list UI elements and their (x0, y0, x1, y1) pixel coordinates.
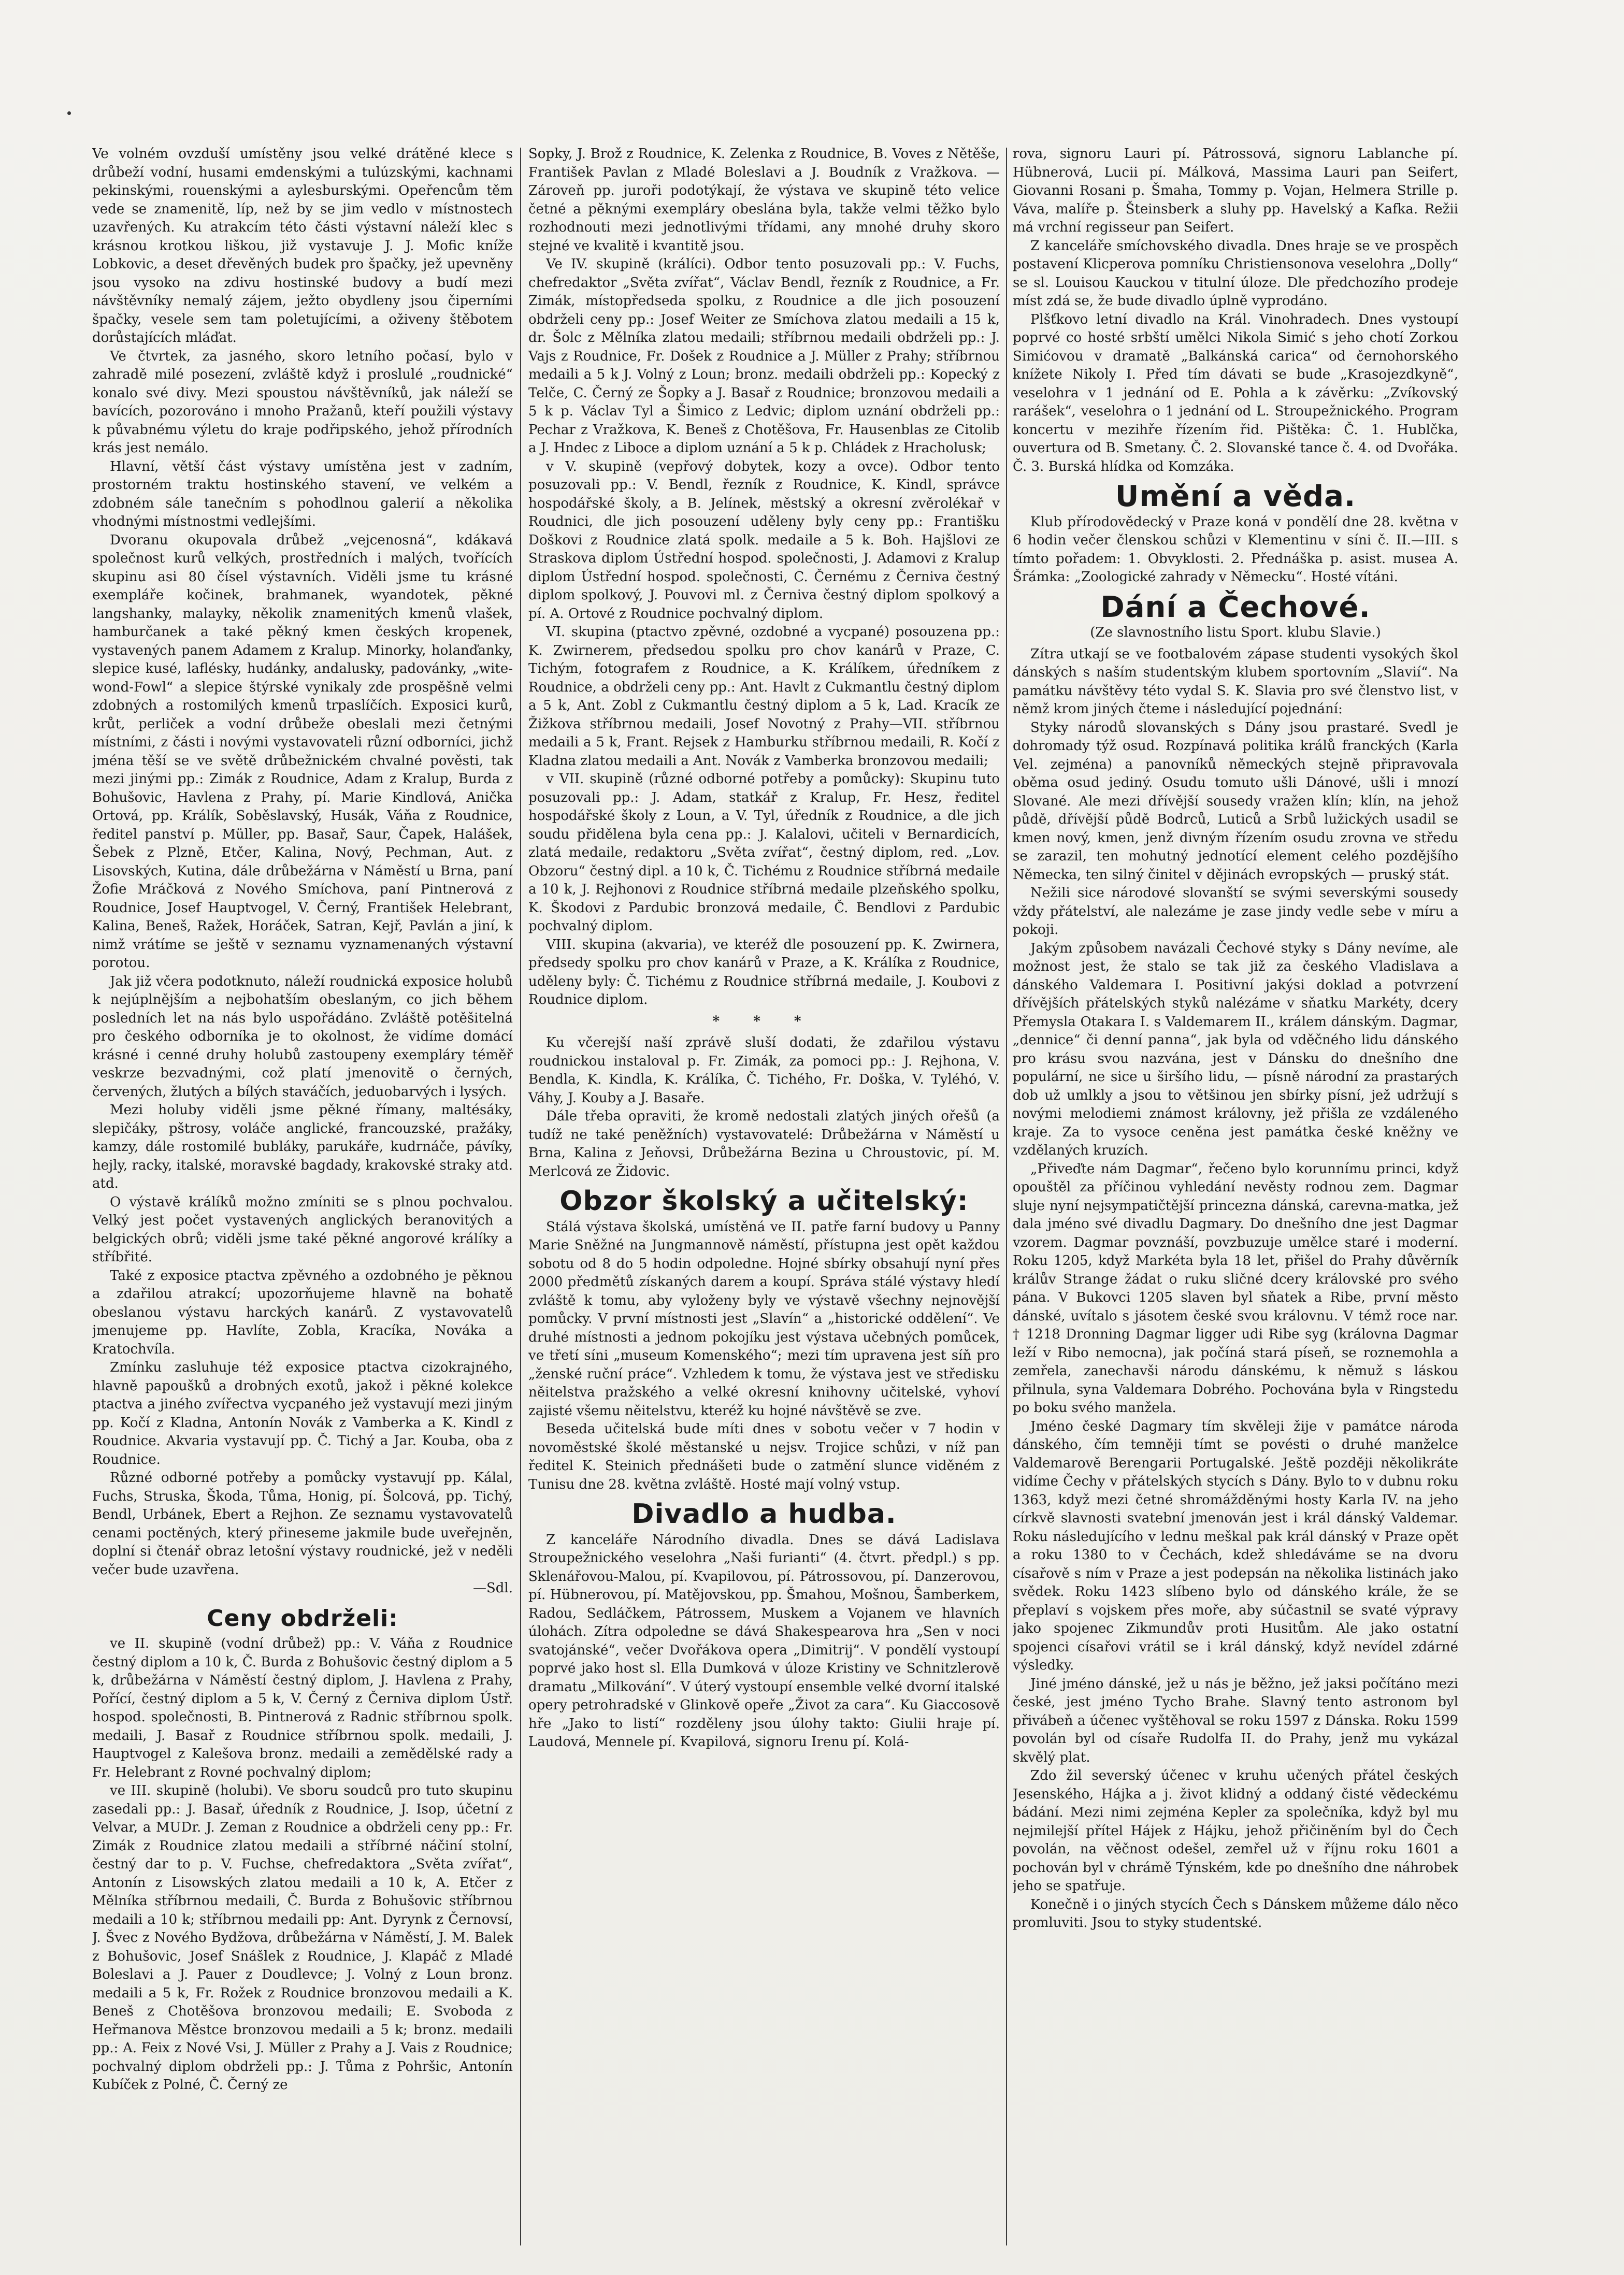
article-paragraph: Také z exposice ptactva zpěvného a ozdobného je pěknou a zdařilou atrakcí; upozorňujeme hlavně na bohatě obeslanou výstavu harckých kanárů. Z vystavovatelů jmenujeme pp. Havlíte, Zobla, Kracíka, Nováka a Kratochvíla. (92, 1268, 513, 1357)
article-paragraph: Z kanceláře smíchovského divadla. Dnes hraje se ve prospěch postavení Klicperova pomníku Christiensonova veselohra „Dolly“ se sl. Louisou Kauckou v titulní úloze. Dle předchozího prodeje míst zdá se, že bude divadlo úplně vyprodáno. (1013, 238, 1458, 309)
article-paragraph: Plšťkovo letní divadlo na Král. Vinohradech. Dnes vystoupí poprvé co hosté srbští umělci Nikola Simić s jeho chotí Zorkou Simićovou v dramatě „Balkánská carica“ od černohorského knížete Nikoly I. Před tím dávati se bude „Krasojezdkyně“, veselohra v 1 jednání od E. Pohla a k závěrku: „Zvíkovský rarášek“, veselohra o 1 jednání od L. Stroupežnického. Program koncertu v mezihře řízením řid. Pištěka: Č. 1. Hublčka, ouvertura od B. Smetany. Č. 2. Slovanské tance č. 4. od Dvořáka. Č. 3. Burská hlídka od Komzáka. (1013, 311, 1458, 474)
article-paragraph: Konečně i o jiných stycích Čech s Dánskem můžeme dálo něco promluviti. Jsou to styky studentské. (1013, 1896, 1458, 1931)
article-signature: —Sdl. (472, 1580, 513, 1596)
article-paragraph: Ve čtvrtek, za jasného, skoro letního počasí, bylo v zahradě milé posezení, zvláště když i proslulé „roudnické“ konalo své divy. Mezi spoustou návštěvníků, jak náleží se bavících, pozorováno i mnoho Pražanů, kteří použili výstavy k půvabnému výletu do kraje podřipského, jehož přírodních krás jest nemálo. (92, 348, 513, 456)
article-paragraph: Nežili sice národové slovanští se svými severskými sousedy vždy přátelství, ale nalezáme je zase jindy vedle sebe v míru a pokoji. (1013, 885, 1458, 938)
article-paragraph: VI. skupina (ptactvo zpěvné, ozdobné a vycpané) posouzena pp.: K. Zwirnerem, předsedou spolku pro chov kanárů v Praze, C. Tichým, fotografem z Roudnice, a K. Králíkem, úředníkem z Roudnice, a obdrželi ceny pp.: Ant. Havlt z Cukmantlu čestný diplom a 5 k, Ant. Zobl z Cukmantlu čestný diplom a 5 k, Lad. Kracík ze Žižkova stříbrnou medaili, Josef Novotný z Prahy—VII. stříbrnou medaili a 5 k, Frant. Rejsek z Hamburku stříbrnou medaili, R. Kočí z Kladna zlatou medaili a Ant. Novák z Vamberka bronzovou medaili; (528, 624, 1000, 769)
article-paragraph: Stálá výstava školská, umístěná ve II. patře farní budovy u Panny Marie Sněžné na Jungmannově náměstí, přístupna jest opět každou sobotu od 8 do 5 hodin odpoledne. Hojné sbírky obsahují nyní přes 2000 předmětů získaných darem a koupí. Správa stálé výstavy hledí zvláště k tomu, aby vyloženy byly ve výstavě všechny nejnovější pomůcky. V první místnosti jest „Slavín“ a „historické oddělení“. Ve druhé místnosti a jednom pokojíku jest výstava učebných pomůcek, ve třetí síni „museum Komenského“; mezi tím upravena jest síň pro „ženské ruční práce“. Vzhledem k tomu, že výstava jest ve středisku něitelstva pražského a velké okresní knihovny učitelské, vyhoví zajisté všemu něitelstvu, kteréž ku hojné návštěvě se zve. (528, 1219, 1000, 1419)
article-paragraph: Dvoranu okupovala drůbež „vejcenosná“, kdákavá společnost kurů velkých, prostředních i malých, tvořících skupinu asi 80 čísel výstavních. Viděli jsme tu krásné exempláře kočinek, brahmanek, wyandotek, pěkné langshanky, malayky, několik znamenitých kmenů vlašek, hamburčanek a také pěkný kmen českých kropenek, vystavených panem Adamem z Kralup. Minorky, holanďanky, slepice kusé, laflésky, hudánky, andalusky, padovánky, „wite-wond-Fowl“ a slepice štýrské vynikaly zde prospěšně velmi zdobných a rostomilých kmenů trpaslíčích. Exposici kurů, krůt, perliček a vodní drůbeže obeslali mezi četnými místními, z části i novými vystavovateli různí odborníci, jichž jména těší se ve světě drůbežnickém chvalné pověsti, tak mezi jinými pp.: Zimák z Roudnice, Adam z Kralup, Burda z Bohušovic, Havlena z Prahy, pí. Marie Kindlová, Anička Ortová, pp. Králík, Soběslavský, Husák, Váňa z Roudnice, ředitel panství p. Müller, pp. Basař, Saur, Čapek, Halášek, Šebek z Plzně, Etčer, Kalina, Nový, Pechman, Aut. z Lisovských, Kutina, dále drůbežárna v Náměstí u Brna, paní Žofie Mráčková z Nového Smíchova, paní Pintnerová z Roudnice, Josef Hauptvogel, V. Černý, František Helebrant, Kalina, Beneš, Ražek, Horáček, Satran, Kejř, Pavlán a jiní, k nimž vrátíme se ještě v seznamu vyznamenaných výstavní porotou. (92, 532, 513, 971)
article-paragraph: Zdo žil severský účenec v kruhu učených přátel českých Jesenského, Hájka a j. život klidný a oddaný čisté vědeckému bádání. Mezi nimi zejména Kepler za společníka, když byl mu nejmilejší přítel Hájek z Hájku, jehož přičiněním byl do Čech povolán, na věčnost odešel, zemřel už v říjnu roku 1601 a pochován byl v chrámě Týnském, kde po dnešního dne náhrobek jeho se spatřuje. (1013, 1768, 1458, 1894)
column-divider (520, 148, 521, 2245)
article-paragraph: rova, signoru Lauri pí. Pátrossová, signoru Lablanche pí. Hübnerová, Lucii pí. Málková, Massima Lauri pan Seifert, Giovanni Rosani p. Šmaha, Tommy p. Vojan, Helmera Strille p. Váva, malíře p. Šteinsberk a sluhy pp. Havelský a Kafka. Režii má vrchní regisseur pan Seifert. (1013, 146, 1458, 235)
article-paragraph: ve II. skupině (vodní drůbež) pp.: V. Váňa z Roudnice čestný diplom a 10 k, Č. Burda z Bohušovic čestný diplom a 5 k, drůbežárna v Náměstí čestný diplom, J. Havlena z Prahy, Pořící, čestný diplom a 5 k, V. Černý z Černiva diplom Ústř. hospod. společnosti, B. Pintnerová z Radnic stříbrnou spolk. medaili, J. Basař z Roudnice stříbrnou spolk. medaili, J. Hauptvogel z Kalešova bronz. medaili a zemědělské rady a Fr. Helebrant z Rovné pochvalný diplom; (92, 1636, 513, 1780)
article-paragraph: v VII. skupině (různé odborné potřeby a pomůcky): Skupinu tuto posuzovali pp.: J. Adam, statkář z Kralup, Fr. Hesz, ředitel hospodářské školy z Loun, a V. Tyl, úředník z Roudnice, a dle jich soudu přidělena byla cena pp.: J. Kalalovi, učiteli v Bernardicích, zlatá medaile, redaktoru „Světa zvířat“, čestný diplom, red. „Lov. Obzoru“ čestný dipl. a 10 k, Č. Tichému z Roudnice stříbrná medaile a 10 k, J. Rejhonovi z Roudnice stříbrná medaile plzeňského spolku, K. Škodovi z Pardubic bronzová medaile, Č. Bendlovi z Pardubic pochvalný diplom. (528, 771, 1000, 934)
article-paragraph: Mezi holuby viděli jsme pěkné římany, maltésáky, slepičáky, pštrosy, voláče anglické, francouzské, pražáky, kamzy, dále rostomilé bubláky, parukáře, kudrnáče, pávíky, hejly, racky, italské, moravské bagdady, krakovské straky atd. atd. (92, 1102, 513, 1191)
article-paragraph: v V. skupině (vepřový dobytek, kozy a ovce). Odbor tento posuzovali pp.: V. Bendl, řezník z Roudnice, K. Kindl, správce hospodářské školy, a B. Jelínek, městský a okresní zvěrolékař v Roudnici, dle jich posouzení uděleny byly ceny pp.: Františku Doškovi z Roudnice zlatá spolk. medaile a 5 k. Boh. Hajšlovi ze Straskova diplom Ústřední hospod. společnosti, J. Adamovi z Kralup diplom Ústřední hospod. společnosti, C. Černému z Černiva čestný diplom spolkový, J. Pouvovi ml. z Černiva čestný diplom spolkový a pí. A. Ortové z Roudnice pochvalný diplom. (528, 458, 1000, 622)
article-paragraph: Ve IV. skupině (králíci). Odbor tento posuzovali pp.: V. Fuchs, chefredaktor „Světa zvířat“, Václav Bendl, řezník z Roudnice, a Fr. Zimák, místopředseda spolku, z Roudnice a dle jich posouzení obdrželi ceny pp.: Josef Weiter ze Smíchova zlatou medaili a 15 k, dr. Šolc z Mělníka zlatou medaili; stříbrnou medaili obdrželi pp.: J. Vajs z Roudnice, Fr. Došek z Roudnice a J. Müller z Prahy; stříbrnou medaili a 5 k J. Volný z Loun; bronz. medaili obdrželi pp.: Kopecký z Telče, C. Černý ze Šopky a J. Basař z Roudnice; bronzovou medaili a 5 k p. Václav Tyl a Šimico z Ledvic; diplom uznání obdrželi pp.: Pechar z Vražkova, K. Beneš z Chotěšova, Fr. Hausenblas ze Citolib a J. Hndec z Liboce a diplom uznání a 5 k p. Chládek z Hracholusk; (528, 256, 1000, 456)
article-paragraph: Styky národů slovanských s Dány jsou prastaré. Svedl je dohromady týž osud. Rozpínavá politika králů franckých (Karla Vel. zejména) a panovníků německých stejně připravovala oběma osud jediný. Osudu tomuto ušli Dánové, ušli i mnozí Slované. Ale mezi dřívější sousedy vražen klín; klín, na jehož půdě, dřívější půdě Bodrců, Luticů a Srbů lužických usadil se kmen nový, kmen, jenž divným řízením osudu zrovna ve středu se zarazil, ten mohutný jednotící element celého pozdějšího Německa, ten silný činitel v dějinách evropských — pruský stát. (1013, 719, 1458, 883)
article-paragraph: Zmínku zasluhuje též exposice ptactva cizokrajného, hlavně papoušků a drobných exotů, jakož i pěkné kolekce ptactva a jiného zvířectva vycpaného jež vystavují mezi jiným pp. Kočí z Kladna, Antonín Novák z Vamberka a K. Kindl z Roudnice. Akvaria vystavují pp. Č. Tichý a Jar. Kouba, oba z Roudnice. (92, 1360, 513, 1467)
column-right (1013, 145, 1458, 2248)
article-paragraph: Sopky, J. Brož z Roudnice, K. Zelenka z Roudnice, B. Voves z Nětěše, František Pavlan z Mladé Boleslavi a J. Boudník z Vražkova. — Zároveň pp. juroři podotýkají, že výstava ve skupině této velice četné a pěknými exempláry obeslána byla, takže velmi těžko bylo rozhodnouti mezi jednotlivými třídami, any mnohé druhy skoro stejné ve kvalitě i kvantitě jsou. (528, 146, 1000, 254)
section-heading-umeni: Umění a věda. (1115, 480, 1356, 513)
article-paragraph: O výstavě králíků možno zmíniti se s plnou pochvalou. Velký jest počet vystavených anglických beranovitých a belgických obrů; viděli jsme také pěkné angorové králíky a stříbřité. (92, 1194, 513, 1265)
column-left (92, 145, 513, 2248)
article-paragraph: Z kanceláře Národního divadla. Dnes se dává Ladislava Stroupežnického veselohra „Naši furianti“ (4. čtvrt. předpl.) s pp. Sklenářovou-Malou, pí. Kvapilovou, pí. Pátrossovou, pí. Danzerovou, pí. Hübnerovou, pí. Matějovskou, pp. Šmahou, Mošnou, Šamberkem, Radou, Sedláčkem, Pátrossem, Muskem a Vojanem ve hlavních úlohách. Zítra odpoledne se dává Shakespearova hra „Sen v noci svatojánské“, večer Dvořákova opera „Dimitrij“. V pondělí vystoupí poprvé jako host sl. Ella Dumková v úloze Kristiny ve Schnitzlerově dramatu „Milkování“. V úterý vystoupí ensemble velké dvorní italské opery petrohradské v Glinkově opeře „Život za cara“. Ku Giaccosově hře „Jako to listí“ rozděleny jsou úlohy takto: Giulii hraje pí. Laudová, Mennele pí. Kvapilová, signoru Irenu pí. Kolá- (528, 1532, 1000, 1750)
section-heading-dani: Dání a Čechové. (1100, 590, 1371, 624)
article-paragraph: Jiné jméno dánské, jež u nás je běžno, jež jaksi počítáno mezi české, jest jméno Tycho Brahe. Slavný tento astronom byl přivábeň a účenec vyštěhoval se roku 1597 z Dánska. Roku 1599 povolán byl od císaře Rudolfa II. do Prahy, jenž mu vykázal skvělý plat. (1013, 1676, 1458, 1765)
article-paragraph: Jméno české Dagmary tím skvěleji žije v památce národa dánského, čím temněji tímt se povésti o druhé manželce Valdemarově Berengarii Portugalské. Ještě později několikráte vidíme Čechy v přátelských stycích s Dány. Bylo to v dubnu roku 1363, když mezi četné shromážděnými hosty Karla IV. na jeho církvě slavnosti svatební jmenován jest i král dánský Valdemar. Roku následujícího v lednu meškal pak král dánský v Praze opět a roku 1380 to v Čechách, kdež shledáváme se na dvoru císařově s ním v Praze a jest podepsán na několika listinách jako svědek. Roku 1423 slíbeno bylo od dánského krále, že se přeplaví s vojskem přes moře, aby súčastnil se svaté výpravy jako spojenec Zikmundův proti Husitům. Ale jako ostatní spojenci císařovi vrátil se i král dánský, když nevídel zdárné výsledky. (1013, 1418, 1458, 1673)
article-paragraph: Jakým způsobem navázali Čechové styky s Dány nevíme, ale možnost jest, že stalo se tak již za českého Vladislava a dánského Valdemara I. Positivní jakýsi doklad a potvrzení dřívějších přátelských styků nalézáme v sňatku Markéty, dcery Přemysla Otakara I. s Valdemarem II., králem dánským. Dagmar, „dennice“ či denní panna“, jak byla od vděčného lidu dánského pro krásu svou nazvána, jest v Dánsku do dnešního dne populární, ne sice u širšího lidu, — písně národní za prastarých dob už umlkly a jsou to většinou jen sbírky písní, jež udržují s novými melodiemi známost královny, jež přišla ze vzdáleného kraje. Za to vysoce ceněna jest památka české kněžny ve vzdělaných kruzích. (1013, 940, 1458, 1158)
article-paragraph: Jak již včera podotknuto, náleží roudnická exposice holubů k nejúplnějším a nejbohatším obeslaným, co jich během posledních let na nás bylo uspořádáno. Zvláště potěšitelná pro českého odborníka je to okolnost, že vidíme domácí krásné i cenné druhy holubů zastoupeny exempláry téměř veskrze bezvadnými, což platí jmenovitě o černých, červených, žlutých a bílých staváčích, jeduobarvých i lysých. (92, 973, 513, 1100)
article-subtitle: (Ze slavnostního listu Sport. klubu Slavie.) (1090, 625, 1381, 640)
article-paragraph: Různé odborné potřeby a pomůcky vystavují pp. Kálal, Fuchs, Struska, Škoda, Tůma, Honig, pí. Šolcová, pp. Tichý, Bendl, Urbánek, Ebert a Rejhon. Ze seznamu vystavovatelů cenami poctěných, který přineseme jakmile bude uveřejněn, doplní si čtenář obraz letošní výstavy roudnické, jež v neděli večer bude uzavřena. (92, 1470, 513, 1578)
section-heading-divadlo: Divadlo a hudba. (631, 1499, 897, 1530)
article-paragraph: ve III. skupině (holubi). Ve sboru soudců pro tuto skupinu zasedali pp.: J. Basař, úředník z Roudnice, J. Isop, účetní z Velvar, a MUDr. J. Zeman z Roudnice a obdrželi ceny pp.: Fr. Zimák z Roudnice zlatou medaili a stříbrné náčiní stolní, čestný dar to p. V. Fuchse, chefredaktora „Světa zvířat“, Antonín z Lisowských zlatou medaili a 10 k, A. Etčer z Mělníka stříbrnou medaili, Č. Burda z Bohušovic stříbrnou medaili a 10 k; stříbrnou medaili pp: Ant. Dyrynk z Černovsí, J. Švec z Nového Bydžova, drůbežárna v Náměstí, J. M. Balek z Bohušovic, Josef Snášlek z Roudnice, J. Klapáč z Mladé Boleslavi a J. Pauer z Doudlevce; J. Volný z Loun bronz. medaili a 5 k, Fr. Rožek z Roudnice bronzovou medaili a K. Beneš z Chotěšova bronzovou medaili; E. Svoboda z Heřmanova Městce bronzovou medaili a 5 k; bronz. medaili pp.: A. Feix z Nové Vsi, J. Müller z Prahy a J. Vais z Roudnice; pochvalný diplom obdrželi pp.: J. Tůma z Pohršic, Antonín Kubíček z Polné, Č. Černý ze (92, 1783, 513, 2093)
article-paragraph: Ku včerejší naší zprávě sluší dodati, že zdařilou výstavu roudnickou instaloval p. Fr. Zimák, za pomoci pp.: J. Rejhona, V. Bendla, K. Kindla, K. Králíka, Č. Tichého, Fr. Doška, V. Tyléhó, V. Váhy, J. Kouby a J. Basaře. (528, 1035, 1000, 1106)
column-divider (1006, 148, 1007, 2245)
article-paragraph: Ve volném ovzduší umístěny jsou velké drátěné klece s drůbeží vodní, husami emdenskými a tulúzskými, kachnami pekinskými, rouenskými a aylesburskými. Opeřencům těm vede se znamenitě, líp, než by se jim vedlo v místnostech uzavřených. Ku atrakcím této části výstavní náleží klec s krásnou krotkou liškou, již vystavuje J. J. Mofic kníže Lobkovic, a deset dřevěných budek pro špačky, jež upevněny jsou vysoko na zdivu hostinské budovy a budí mezi návštěvníky nemalý zájem, ježto obydleny jsou čiperními špačky, vesele sem tam poletujícími, a oživeny štěbotem dorůstajících mláďat. (92, 146, 513, 345)
article-paragraph: VIII. skupina (akvaria), ve kteréž dle posouzení pp. K. Zwirnera, předsedy spolku pro chov kanárů v Praze, a K. Králíka z Roudnice, uděleny byly: Č. Tichému z Roudnice stříbrná medaile, J. Koubovi z Roudnice diplom. (528, 937, 1000, 1007)
article-paragraph: Dále třeba opraviti, že kromě nedostali zlatých jiných ořešů (a tudíž ne také peněžních) vystavovatelé: Drůbežárna v Náměstí u Brna, Kalina z Jeňovsi, Drůbežárna Bezina u Chroustovic, pí. M. Merlcová ze Židovic. (528, 1108, 1000, 1179)
section-heading-ceny: Ceny obdrželi: (207, 1605, 398, 1632)
article-paragraph: Klub přírodovědecký v Praze koná v pondělí dne 28. května v 6 hodin večer členskou schůzi v Klementinu v síni č. II.—III. s tímto pořadem: 1. Obvyklosti. 2. Přednáška p. asist. musea A. Šrámka: „Zoologické zahrady v Německu“. Hosté vítáni. (1013, 514, 1458, 585)
section-heading-obzor: Obzor školský a učitelský: (559, 1186, 969, 1217)
section-separator: * * * (712, 1013, 816, 1029)
column-middle (528, 145, 1000, 2248)
article-paragraph: Hlavní, větší část výstavy umístěna jest v zadním, prostorném traktu hostinského stavení, ve velkém a zdobném sále tanečním s pohodlnou galerií a několika vhodnými místnostmi vedlejšími. (92, 458, 513, 529)
article-paragraph: Beseda učitelská bude míti dnes v sobotu večer v 7 hodin v novoměstské školé městanské u nejsv. Trojice schůzi, v níž pan ředitel K. Steinich přednášeti bude o zatmění slunce viděném z Tunisu dne 28. května zvláště. Hosté mají volný vstup. (528, 1421, 1000, 1492)
article-paragraph: „Přiveďte nám Dagmar“, řečeno bylo korunnímu princi, když opouštěl za příčinou vyhledání nevěsty rodnou zem. Dagmar sluje nyní nejsympatičtější princezna dánská, carevna-matka, jež dala jméno své divadlu Dagmary. Do dnešního dne jest Dagmar vzorem. Dagmar povznáší, povzbuzuje umělce staré i moderní. Roku 1205, když Markéta byla 18 let, přišel do Prahy důvěrník králův Strange žádat o ruku sličné dcery královské pro svého pána. V Bukovci 1205 slaven byl sňatek a Ribe, první město dánské, uvítalo s jásotem české svou královnu. V témž roce nar. † 1218 Dronning Dagmar ligger udi Ribe syg (královna Dagmar leží v Ribo nemocna), jak počíná stará píseň, se roznemohla a zemřela, zanechavši národu dánskému, k němuž s láskou přilnula, syna Valdemara Dobrého. Pochována byla v Ringstedu po boku svého manžela. (1013, 1161, 1458, 1416)
page-mark (67, 111, 71, 115)
article-paragraph: Zítra utkají se ve footbalovém zápase studenti vysokých škol dánských s naším studentským klubem sportovním „Slavií“. Na památku návštěvy této vydal S. K. Slavia pro své členstvo list, v němž krom jiných čteme i následující pojednání: (1013, 646, 1458, 717)
